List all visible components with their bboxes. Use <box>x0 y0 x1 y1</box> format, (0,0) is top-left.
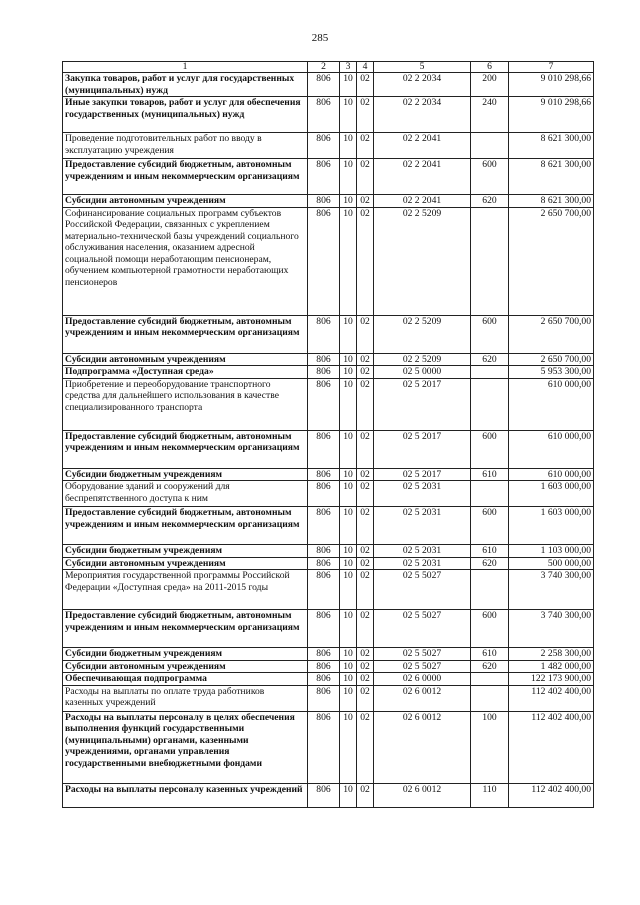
amount-cell: 112 402 400,00 <box>509 685 594 711</box>
subsection-code-cell: 02 <box>357 97 374 133</box>
row-name-cell: Предоставление субсидий бюджетным, автономным учреждениям и иным некоммерческим организациям <box>63 430 308 468</box>
table-row <box>63 481 594 507</box>
expense-type-cell: 600 <box>471 430 509 468</box>
target-article-cell: 02 2 2041 <box>374 133 471 159</box>
row-name-cell: Подпрограмма «Доступная среда» <box>63 366 308 379</box>
expense-type-cell: 600 <box>471 315 509 353</box>
ministry-code-cell: 806 <box>308 430 340 468</box>
table-row <box>63 468 594 481</box>
table-row <box>63 673 594 686</box>
row-name-cell: Расходы на выплаты по оплате труда работников казенных учреждений <box>63 685 308 711</box>
target-article-cell: 02 5 2017 <box>374 430 471 468</box>
subsection-code-cell: 02 <box>357 73 374 97</box>
target-article-cell: 02 5 2017 <box>374 378 471 430</box>
target-article-cell: 02 5 2031 <box>374 507 471 545</box>
table-row <box>63 507 594 545</box>
ministry-code-cell: 806 <box>308 711 340 783</box>
expense-type-cell: 100 <box>471 711 509 783</box>
target-article-cell: 02 5 5027 <box>374 570 471 610</box>
expense-type-cell: 620 <box>471 195 509 208</box>
row-name-cell: Субсидии бюджетным учреждениям <box>63 648 308 661</box>
subsection-code-cell: 02 <box>357 353 374 366</box>
subsection-code-cell: 02 <box>357 468 374 481</box>
section-code-cell: 10 <box>340 159 357 195</box>
ministry-code-cell: 806 <box>308 468 340 481</box>
ministry-code-cell: 806 <box>308 159 340 195</box>
subsection-code-cell: 02 <box>357 481 374 507</box>
table-body <box>63 73 594 808</box>
expense-type-cell: 600 <box>471 610 509 648</box>
table-row <box>63 207 594 315</box>
expense-type-cell: 110 <box>471 783 509 807</box>
amount-cell: 112 402 400,00 <box>509 711 594 783</box>
amount-cell: 1 603 000,00 <box>509 481 594 507</box>
table-row <box>63 570 594 610</box>
ministry-code-cell: 806 <box>308 195 340 208</box>
subsection-code-cell: 02 <box>357 133 374 159</box>
column-header: 5 <box>374 62 471 73</box>
subsection-code-cell: 02 <box>357 570 374 610</box>
row-name-cell: Предоставление субсидий бюджетным, автономным учреждениям и иным некоммерческим организациям <box>63 507 308 545</box>
target-article-cell: 02 5 2017 <box>374 468 471 481</box>
subsection-code-cell: 02 <box>357 545 374 558</box>
column-header: 1 <box>63 62 308 73</box>
section-code-cell: 10 <box>340 570 357 610</box>
target-article-cell: 02 5 5027 <box>374 660 471 673</box>
expense-type-cell: 620 <box>471 353 509 366</box>
section-code-cell: 10 <box>340 353 357 366</box>
table-row <box>63 610 594 648</box>
row-name-cell: Субсидии автономным учреждениям <box>63 195 308 208</box>
target-article-cell: 02 5 5027 <box>374 610 471 648</box>
target-article-cell: 02 5 5027 <box>374 648 471 661</box>
row-name-cell: Расходы на выплаты персоналу в целях обеспечения выполнения функций государственными (муниципальными) органами, казенными учреждениями, органами управления государственными внебюджетными фондами <box>63 711 308 783</box>
subsection-code-cell: 02 <box>357 648 374 661</box>
row-name-cell: Субсидии автономным учреждениям <box>63 660 308 673</box>
section-code-cell: 10 <box>340 207 357 315</box>
subsection-code-cell: 02 <box>357 711 374 783</box>
target-article-cell: 02 5 2031 <box>374 545 471 558</box>
section-code-cell: 10 <box>340 195 357 208</box>
expense-type-cell: 600 <box>471 507 509 545</box>
subsection-code-cell: 02 <box>357 207 374 315</box>
page-number: 285 <box>311 32 329 44</box>
ministry-code-cell: 806 <box>308 207 340 315</box>
subsection-code-cell: 02 <box>357 378 374 430</box>
row-name-cell: Субсидии автономным учреждениям <box>63 557 308 570</box>
amount-cell: 2 650 700,00 <box>509 353 594 366</box>
expense-type-cell: 610 <box>471 648 509 661</box>
target-article-cell: 02 6 0012 <box>374 685 471 711</box>
expense-type-cell <box>471 481 509 507</box>
section-code-cell: 10 <box>340 545 357 558</box>
ministry-code-cell: 806 <box>308 610 340 648</box>
section-code-cell: 10 <box>340 315 357 353</box>
target-article-cell: 02 5 2031 <box>374 557 471 570</box>
amount-cell: 610 000,00 <box>509 430 594 468</box>
section-code-cell: 10 <box>340 97 357 133</box>
amount-cell: 112 402 400,00 <box>509 783 594 807</box>
amount-cell: 3 740 300,00 <box>509 610 594 648</box>
ministry-code-cell: 806 <box>308 507 340 545</box>
section-code-cell: 10 <box>340 711 357 783</box>
row-name-cell: Закупка товаров, работ и услуг для государственных (муниципальных) нужд <box>63 73 308 97</box>
section-code-cell: 10 <box>340 660 357 673</box>
table-row <box>63 378 594 430</box>
amount-cell: 8 621 300,00 <box>509 133 594 159</box>
ministry-code-cell: 806 <box>308 648 340 661</box>
budget-table <box>62 61 594 808</box>
section-code-cell: 10 <box>340 685 357 711</box>
target-article-cell: 02 5 2031 <box>374 481 471 507</box>
subsection-code-cell: 02 <box>357 783 374 807</box>
expense-type-cell <box>471 685 509 711</box>
amount-cell: 5 953 300,00 <box>509 366 594 379</box>
section-code-cell: 10 <box>340 378 357 430</box>
table-row <box>63 353 594 366</box>
target-article-cell: 02 2 2034 <box>374 97 471 133</box>
row-name-cell: Мероприятия государственной программы Российской Федерации «Доступная среда» на 2011-2015 годы <box>63 570 308 610</box>
section-code-cell: 10 <box>340 610 357 648</box>
section-code-cell: 10 <box>340 507 357 545</box>
table-row <box>63 660 594 673</box>
expense-type-cell <box>471 378 509 430</box>
amount-cell: 122 173 900,00 <box>509 673 594 686</box>
row-name-cell: Обеспечивающая подпрограмма <box>63 673 308 686</box>
amount-cell: 9 010 298,66 <box>509 73 594 97</box>
table-row <box>63 159 594 195</box>
expense-type-cell: 240 <box>471 97 509 133</box>
target-article-cell: 02 6 0012 <box>374 711 471 783</box>
row-name-cell: Предоставление субсидий бюджетным, автономным учреждениям и иным некоммерческим организациям <box>63 610 308 648</box>
row-name-cell: Иные закупки товаров, работ и услуг для обеспечения государственных (муниципальных) нужд <box>63 97 308 133</box>
amount-cell: 2 650 700,00 <box>509 315 594 353</box>
amount-cell: 610 000,00 <box>509 378 594 430</box>
ministry-code-cell: 806 <box>308 378 340 430</box>
row-name-cell: Расходы на выплаты персоналу казенных учреждений <box>63 783 308 807</box>
subsection-code-cell: 02 <box>357 507 374 545</box>
amount-cell: 2 650 700,00 <box>509 207 594 315</box>
expense-type-cell: 620 <box>471 660 509 673</box>
section-code-cell: 10 <box>340 430 357 468</box>
column-header: 4 <box>357 62 374 73</box>
row-name-cell: Субсидии бюджетным учреждениям <box>63 545 308 558</box>
subsection-code-cell: 02 <box>357 557 374 570</box>
ministry-code-cell: 806 <box>308 570 340 610</box>
column-number-row <box>63 62 594 73</box>
subsection-code-cell: 02 <box>357 366 374 379</box>
table-row <box>63 315 594 353</box>
subsection-code-cell: 02 <box>357 195 374 208</box>
section-code-cell: 10 <box>340 783 357 807</box>
expense-type-cell: 620 <box>471 557 509 570</box>
ministry-code-cell: 806 <box>308 366 340 379</box>
table-row <box>63 430 594 468</box>
target-article-cell: 02 2 2041 <box>374 195 471 208</box>
section-code-cell: 10 <box>340 133 357 159</box>
table-row <box>63 545 594 558</box>
ministry-code-cell: 806 <box>308 545 340 558</box>
amount-cell: 610 000,00 <box>509 468 594 481</box>
subsection-code-cell: 02 <box>357 159 374 195</box>
ministry-code-cell: 806 <box>308 315 340 353</box>
expense-type-cell: 610 <box>471 545 509 558</box>
subsection-code-cell: 02 <box>357 430 374 468</box>
target-article-cell: 02 2 5209 <box>374 207 471 315</box>
section-code-cell: 10 <box>340 481 357 507</box>
subsection-code-cell: 02 <box>357 315 374 353</box>
section-code-cell: 10 <box>340 468 357 481</box>
ministry-code-cell: 806 <box>308 685 340 711</box>
subsection-code-cell: 02 <box>357 673 374 686</box>
table-row <box>63 133 594 159</box>
amount-cell: 2 258 300,00 <box>509 648 594 661</box>
ministry-code-cell: 806 <box>308 660 340 673</box>
amount-cell: 1 103 000,00 <box>509 545 594 558</box>
subsection-code-cell: 02 <box>357 660 374 673</box>
subsection-code-cell: 02 <box>357 685 374 711</box>
column-header: 3 <box>340 62 357 73</box>
section-code-cell: 10 <box>340 366 357 379</box>
row-name-cell: Субсидии бюджетным учреждениям <box>63 468 308 481</box>
amount-cell: 8 621 300,00 <box>509 159 594 195</box>
target-article-cell: 02 6 0000 <box>374 673 471 686</box>
row-name-cell: Приобретение и переоборудование транспортного средства для дальнейшего использования в качестве специализированного транспорта <box>63 378 308 430</box>
target-article-cell: 02 2 5209 <box>374 315 471 353</box>
ministry-code-cell: 806 <box>308 673 340 686</box>
expense-type-cell: 200 <box>471 73 509 97</box>
column-header: 2 <box>308 62 340 73</box>
section-code-cell: 10 <box>340 648 357 661</box>
row-name-cell: Проведение подготовительных работ по вводу в эксплуатацию учреждения <box>63 133 308 159</box>
amount-cell: 8 621 300,00 <box>509 195 594 208</box>
table-row <box>63 557 594 570</box>
ministry-code-cell: 806 <box>308 97 340 133</box>
expense-type-cell <box>471 673 509 686</box>
ministry-code-cell: 806 <box>308 133 340 159</box>
expense-type-cell <box>471 366 509 379</box>
expense-type-cell: 610 <box>471 468 509 481</box>
section-code-cell: 10 <box>340 73 357 97</box>
amount-cell: 1 482 000,00 <box>509 660 594 673</box>
table-row <box>63 195 594 208</box>
table-row <box>63 711 594 783</box>
ministry-code-cell: 806 <box>308 557 340 570</box>
row-name-cell: Софинансирование социальных программ субъектов Российской Федерации, связанных с укреплением материально-технической базы учреждений социального обслуживания населения, оказанием адресной социальной помощи неработающим пенсионерам, обучением компьютерной грамотности неработающих пенсионеров <box>63 207 308 315</box>
ministry-code-cell: 806 <box>308 73 340 97</box>
expense-type-cell <box>471 207 509 315</box>
target-article-cell: 02 2 2034 <box>374 73 471 97</box>
ministry-code-cell: 806 <box>308 353 340 366</box>
table-row <box>63 97 594 133</box>
amount-cell: 9 010 298,66 <box>509 97 594 133</box>
ministry-code-cell: 806 <box>308 481 340 507</box>
section-code-cell: 10 <box>340 673 357 686</box>
target-article-cell: 02 6 0012 <box>374 783 471 807</box>
row-name-cell: Оборудование зданий и сооружений для беспрепятственного доступа к ним <box>63 481 308 507</box>
expense-type-cell: 600 <box>471 159 509 195</box>
amount-cell: 1 603 000,00 <box>509 507 594 545</box>
expense-type-cell <box>471 133 509 159</box>
column-header: 6 <box>471 62 509 73</box>
column-header: 7 <box>509 62 594 73</box>
amount-cell: 500 000,00 <box>509 557 594 570</box>
table-header <box>63 62 594 73</box>
target-article-cell: 02 5 0000 <box>374 366 471 379</box>
table-row <box>63 73 594 97</box>
section-code-cell: 10 <box>340 557 357 570</box>
ministry-code-cell: 806 <box>308 783 340 807</box>
amount-cell: 3 740 300,00 <box>509 570 594 610</box>
row-name-cell: Субсидии автономным учреждениям <box>63 353 308 366</box>
row-name-cell: Предоставление субсидий бюджетным, автономным учреждениям и иным некоммерческим организациям <box>63 159 308 195</box>
target-article-cell: 02 2 2041 <box>374 159 471 195</box>
table-row <box>63 366 594 379</box>
subsection-code-cell: 02 <box>357 610 374 648</box>
target-article-cell: 02 2 5209 <box>374 353 471 366</box>
row-name-cell: Предоставление субсидий бюджетным, автономным учреждениям и иным некоммерческим организациям <box>63 315 308 353</box>
expense-type-cell <box>471 570 509 610</box>
table-row <box>63 648 594 661</box>
table-row <box>63 783 594 807</box>
table-row <box>63 685 594 711</box>
